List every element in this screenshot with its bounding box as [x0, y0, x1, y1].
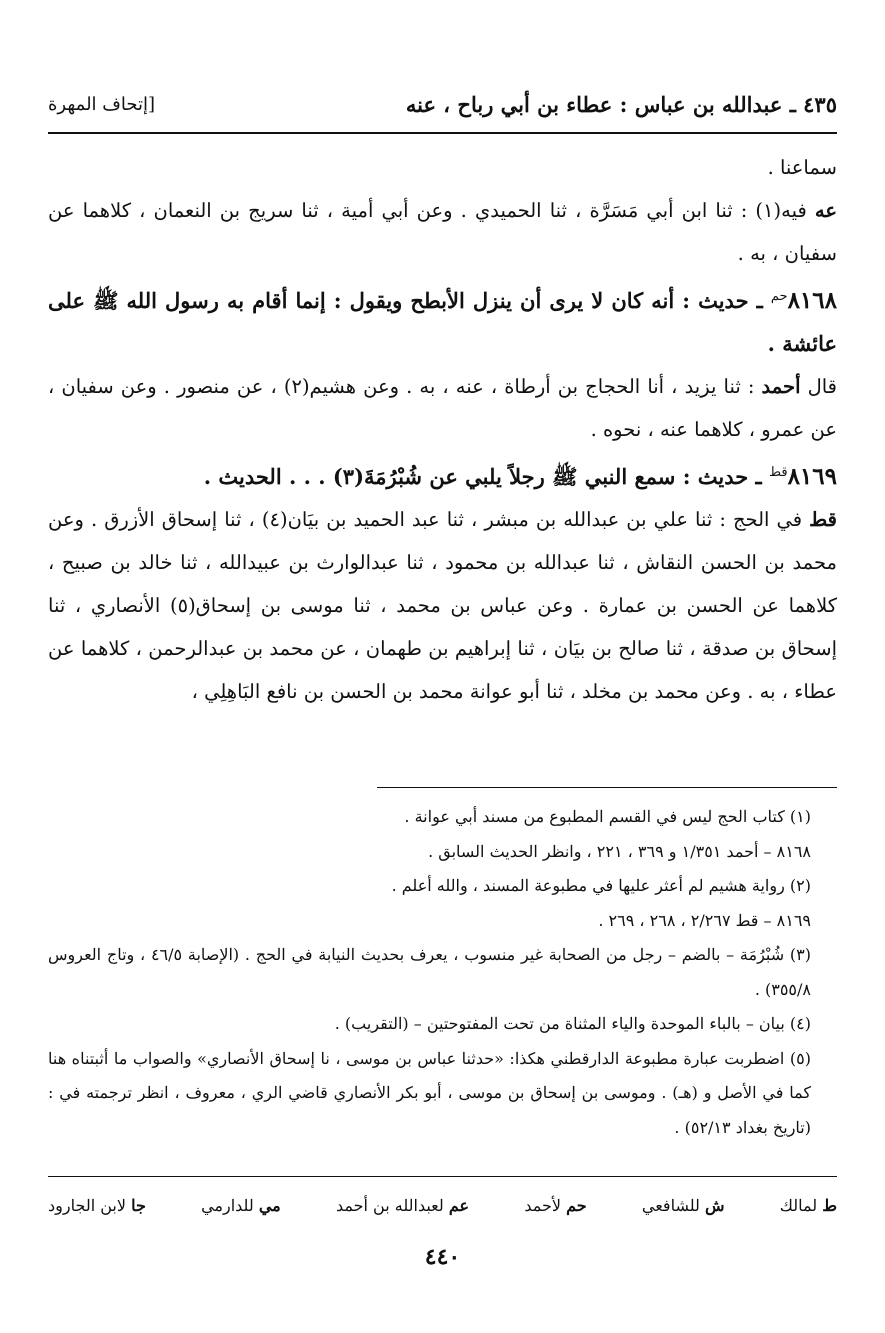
- source-code: عه: [814, 199, 838, 222]
- abbreviation-label: لأحمد: [524, 1195, 567, 1215]
- header-book-title: [إتحاف المهرة: [48, 93, 156, 115]
- abbreviation-item: [48, 1196, 146, 1215]
- abbreviation-code: جا: [131, 1195, 146, 1215]
- header-rule: [48, 132, 837, 134]
- paragraph-text: : ثنا يزيد ، أنا الحجاج بن أرطاة ، عنه ، به . وعن هشيم(٢) ، عن منصور . وعن سفيان ، عن عمرو ، كلاهما عنه ، نحوه .: [48, 375, 837, 441]
- footnote: ٨١٦٨ – أحمد ١/٣٥١ و ٣٦٩ ، ٢٢١ ، وانظر الحديث السابق .: [428, 841, 811, 861]
- book-page: [48, 0, 837, 1333]
- abbreviation-label: لابن الجارود: [48, 1195, 132, 1215]
- page-number: ٤٤٠: [424, 1244, 461, 1270]
- hadith-entry-8169: [48, 451, 837, 498]
- footnote: (٣) شُبْرُمَة – بالضم – رجل من الصحابة غير منسوب ، يعرف بحديث النيابة في الحج . (الإصابة ٤٦/٥ ، وتاج العروس ٣٥٥/٨) .: [48, 945, 811, 999]
- paragraph-lead: قال: [800, 375, 837, 398]
- abbreviation-key: [48, 1188, 837, 1222]
- abbreviation-item: [201, 1196, 281, 1215]
- abbreviation-item: [524, 1196, 586, 1215]
- footnote: (١) كتاب الحج ليس في القسم المطبوع من مسند أبي عوانة .: [404, 807, 811, 826]
- abbreviation-code: ط: [822, 1195, 837, 1215]
- abbreviation-item: [642, 1196, 725, 1215]
- source-name: أحمد: [761, 375, 801, 398]
- paragraph-text: في الحج : ثنا علي بن عبدالله بن مبشر ، ثنا عبد الحميد بن بيَان(٤) ، ثنا إسحاق الأزرق . وعن محمد بن الحسن النقاش ، ثنا عبدالله بن محمود ، ثنا عبدالوارث بن عبيدالله ، ثنا خالد بن صبيح ، كلاهما عن الحسن بن عمارة . وعن عباس بن محمد ، ثنا موسى بن إسحاق(٥) الأنصاري ، ثنا إسحاق بن صدقة ، ثنا صالح بن بيَان ، ثنا إبراهيم بن طهمان ، عن محمد بن عبدالرحمن ، كلاهما عن عطاء ، به . وعن محمد بن مخلد ، ثنا أبو عوانة محمد بن الحسن بن نافع البَاهِلِي ،: [48, 508, 837, 703]
- footnote: (٥) اضطربت عبارة مطبوعة الدارقطني هكذا: «حدثنا عباس بن موسى ، نا إسحاق الأنصاري» والصواب ما أثبتناه هنا كما في الأصل و (هـ) . وموسى بن إسحاق بن موسى ، أبو بكر الأنصاري قاضي الري ، معروف ، انظر ترجمته في : (تاريخ بغداد ٥٢/١٣) .: [48, 1048, 811, 1137]
- paragraph: [48, 498, 837, 713]
- abbreviation-item: [780, 1196, 837, 1215]
- paragraph: [48, 189, 837, 275]
- abbreviation-label: للدارمي: [201, 1195, 259, 1215]
- abbreviation-code: ش: [704, 1195, 725, 1215]
- abbreviation-rule: [48, 1176, 837, 1177]
- footnote: (٢) رواية هشيم لم أعثر عليها في مطبوعة المسند ، والله أعلم .: [391, 876, 811, 895]
- text-line-content: سماعنا .: [767, 156, 837, 179]
- hadith-number: ٨١٦٩: [787, 463, 837, 490]
- hadith-text: ـ حديث : أنه كان لا يرى أن ينزل الأبطح ويقول : إنما أقام به رسول الله ﷺ على عائشة .: [48, 288, 837, 356]
- header-chapter-title: ٤٣٥ ـ عبدالله بن عباس : عطاء بن أبي رباح ، عنه: [405, 91, 837, 117]
- text-line: [48, 146, 837, 189]
- hadith-text: ـ حديث : سمع النبي ﷺ رجلاً يلبي عن شُبْرُمَةَ(٣) . . . الحديث .: [203, 464, 770, 489]
- abbreviation-label: لعبدالله بن أحمد: [335, 1195, 449, 1215]
- source-code: قط: [809, 508, 838, 531]
- abbreviation-item: [336, 1196, 469, 1215]
- abbreviation-label: لمالك: [779, 1195, 823, 1215]
- hadith-number: ٨١٦٨: [787, 287, 837, 314]
- paragraph: [48, 365, 837, 451]
- footnote-rule: [377, 787, 837, 788]
- hadith-entry-8168: [48, 275, 837, 365]
- source-symbol: قط: [769, 465, 788, 480]
- paragraph-text: فيه(١) : ثنا ابن أبي مَسَرَّة ، ثنا الحميدي . وعن أبي أمية ، ثنا سريج بن النعمان ، كلاهما عن سفيان ، به .: [48, 199, 837, 265]
- abbreviation-label: للشافعي: [641, 1195, 705, 1215]
- footnote: (٤) بيان – بالباء الموحدة والياء المثناة من تحت المفتوحتين – (التقريب) .: [334, 1014, 811, 1033]
- abbreviation-code: حم: [566, 1195, 587, 1215]
- abbreviation-code: عم: [448, 1195, 470, 1215]
- footnotes: [48, 800, 837, 1145]
- footnote: ٨١٦٩ – قط ٢/٢٦٧ ، ٢٦٨ ، ٢٦٩ .: [598, 910, 811, 930]
- running-header: [48, 84, 837, 124]
- main-text: [48, 146, 837, 713]
- source-symbol: حم: [770, 289, 788, 304]
- abbreviation-code: مي: [258, 1195, 281, 1215]
